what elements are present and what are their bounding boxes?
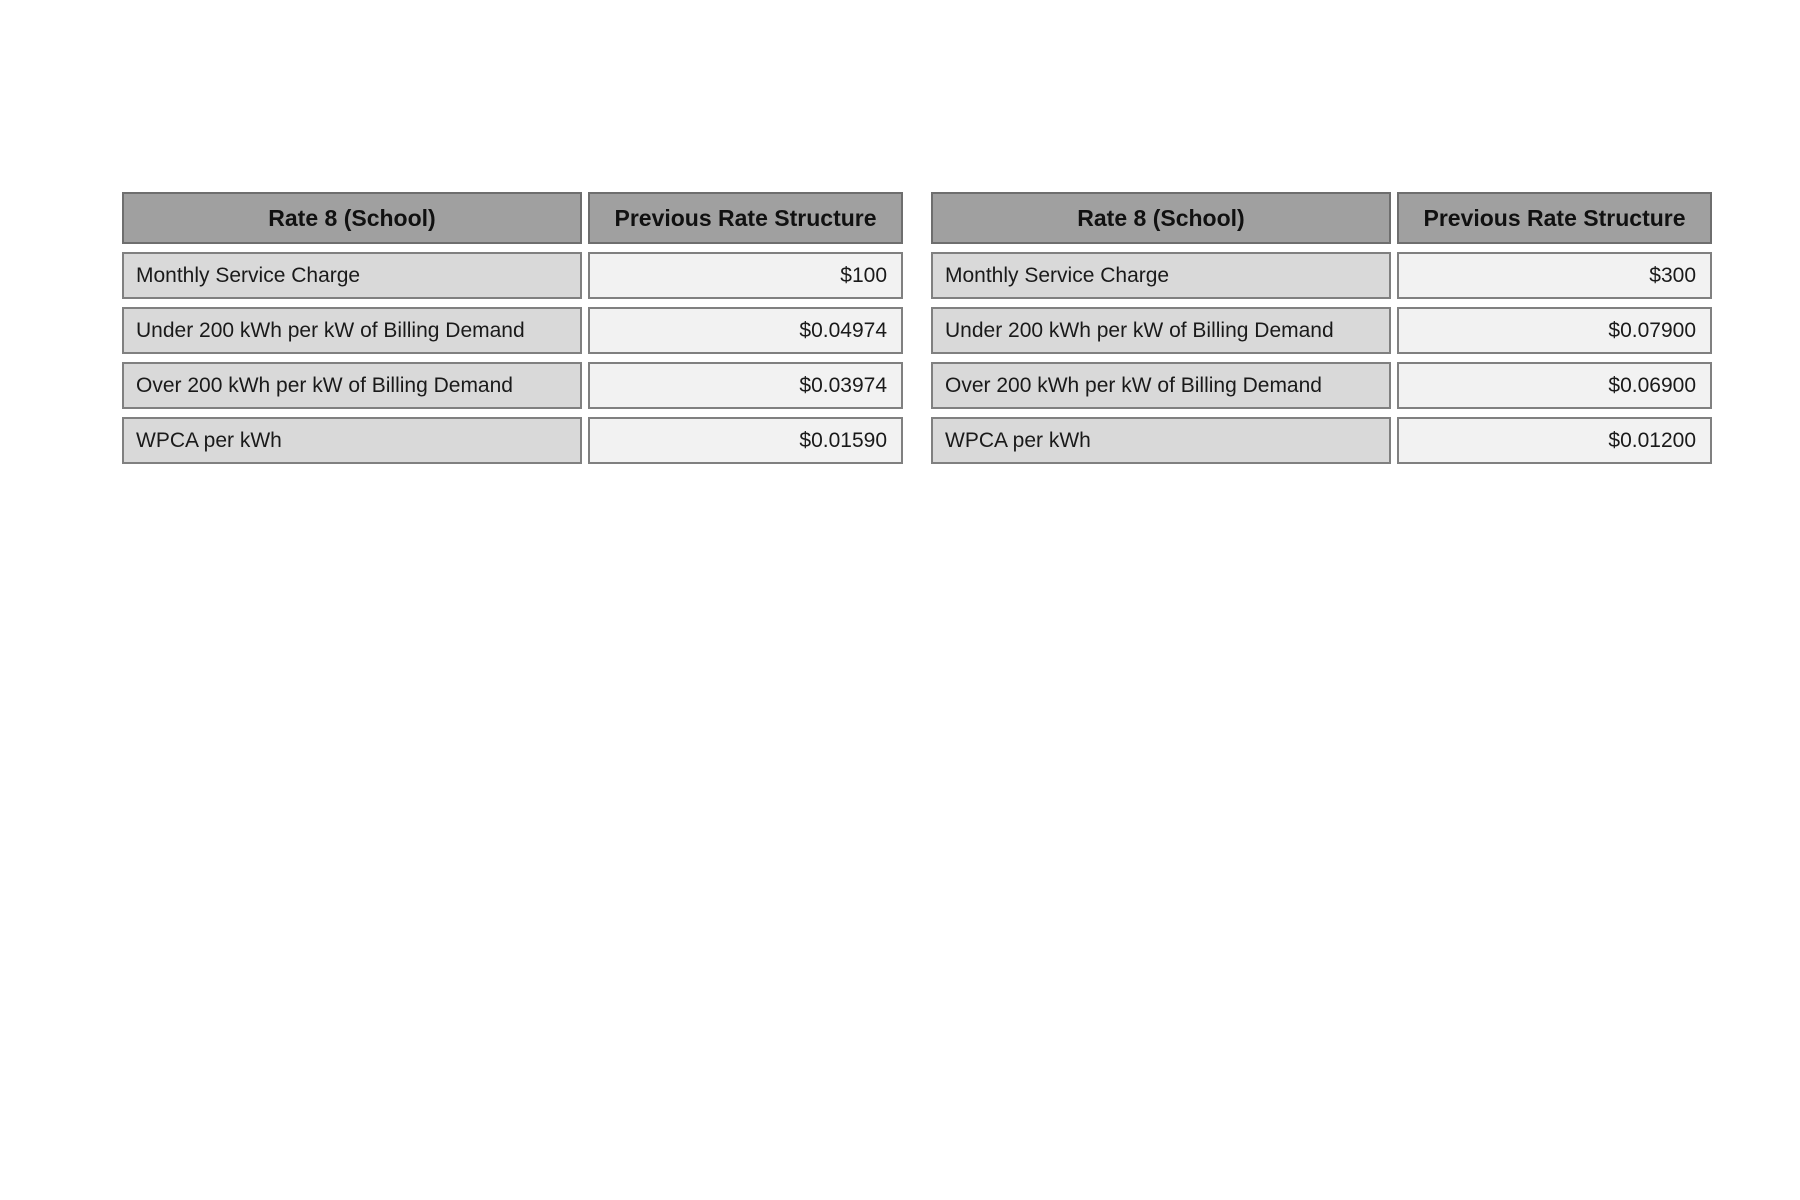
table-row: [931, 362, 1712, 409]
rate-table-right: [931, 192, 1712, 464]
header-cell-rate-name: Rate 8 (School): [122, 192, 582, 244]
row-value: $0.07900: [1397, 307, 1712, 354]
table-row: [122, 417, 903, 464]
row-value: $0.01200: [1397, 417, 1712, 464]
row-value: $100: [588, 252, 903, 299]
row-label: Monthly Service Charge: [931, 252, 1391, 299]
row-value: $0.03974: [588, 362, 903, 409]
row-label: WPCA per kWh: [931, 417, 1391, 464]
row-value: $0.06900: [1397, 362, 1712, 409]
table-row: [122, 362, 903, 409]
header-cell-rate-structure: Previous Rate Structure: [588, 192, 903, 244]
table-header-row: [122, 192, 903, 244]
table-row: [122, 307, 903, 354]
row-label: Under 200 kWh per kW of Billing Demand: [931, 307, 1391, 354]
row-value: $0.04974: [588, 307, 903, 354]
rate-tables-container: [122, 192, 1712, 464]
rate-table-left: [122, 192, 903, 464]
table-row: [931, 307, 1712, 354]
row-value: $300: [1397, 252, 1712, 299]
row-label: Over 200 kWh per kW of Billing Demand: [931, 362, 1391, 409]
row-label: WPCA per kWh: [122, 417, 582, 464]
row-label: Over 200 kWh per kW of Billing Demand: [122, 362, 582, 409]
header-cell-rate-name: Rate 8 (School): [931, 192, 1391, 244]
row-label: Under 200 kWh per kW of Billing Demand: [122, 307, 582, 354]
table-row: [931, 252, 1712, 299]
table-row: [931, 417, 1712, 464]
row-label: Monthly Service Charge: [122, 252, 582, 299]
header-cell-rate-structure: Previous Rate Structure: [1397, 192, 1712, 244]
table-row: [122, 252, 903, 299]
row-value: $0.01590: [588, 417, 903, 464]
table-header-row: [931, 192, 1712, 244]
